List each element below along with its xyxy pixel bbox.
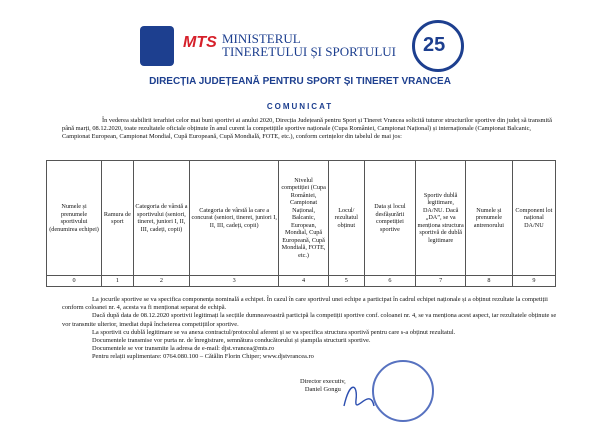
table-header-cell: Locul/ rezultatul obținut bbox=[329, 161, 365, 276]
table-cell: 8 bbox=[466, 276, 513, 287]
government-emblem-icon bbox=[140, 26, 174, 66]
table-header-cell: Numele și prenumele antrenorului bbox=[466, 161, 513, 276]
page-title: DIRECȚIA JUDEȚEANĂ PENTRU SPORT ȘI TINERET VRANCEA bbox=[149, 76, 451, 87]
table-header-cell: Categoria de vârstă la care a concurat (seniori, tineret, juniori I, II, III, cadeți, copii) bbox=[190, 161, 279, 276]
table-number-row bbox=[47, 276, 556, 287]
table-header-cell: Component lot național DA/NU bbox=[512, 161, 555, 276]
table-header-cell: Nivelul competiției (Cupa României, Campionat Național, Balcanic, European, Mondial, Cupă Europeană, Cupă Mondială, FOTE, etc.) bbox=[279, 161, 329, 276]
table-cell: 7 bbox=[416, 276, 466, 287]
table-cell: 6 bbox=[364, 276, 416, 287]
table-cell: 2 bbox=[133, 276, 190, 287]
intro-paragraph: În vederea stabilirii ierarhiei celor mai buni sportivi ai anului 2020, Direcția Județeană pentru Sport și Tineret Vrancea solicită tuturor structurilor sportive din județ să transmită până marți, 08.12.2020, toate rezultatele oficiale obținute în anul curent la competițiile sportive naționale (Cupa României, Campionat Național) și internaționale (Campionat Balcanic, Campionat European, Campionat Mondial, Cupă Europeană, Cupă Mondială, FOTE, etc.), conform cerințelor din tabelul de mai jos: bbox=[62, 117, 552, 141]
note-paragraph: Documentele se vor transmite la adresa de e-mail: djst.vrancea@mts.ro bbox=[92, 345, 275, 353]
note-paragraph: La sportivii cu dublă legitimare se va anexa contractul/protocolul aferent și se va specifica structura sportivă pentru care s-a obținut rezultatul. bbox=[92, 328, 456, 336]
table-cell: 9 bbox=[512, 276, 555, 287]
anniversary-badge-icon: 25 bbox=[412, 20, 464, 72]
note-paragraph: La jocurile sportive se va specifica componența nominală a echipei. În cazul în care sportivul unei echipe a participat în cadrul echipei naționale și a obținut rezultate la competiții conform coloanei nr. 4, acesta va fi menționat separat de echipă. bbox=[62, 296, 548, 312]
mts-logo: MTS bbox=[183, 34, 217, 51]
ministry-name: MINISTERUL TINERETULUI ȘI SPORTULUI bbox=[222, 31, 396, 59]
table-cell: 5 bbox=[329, 276, 365, 287]
table-header-cell: Numele și prenumele sportivului (denumirea echipei) bbox=[47, 161, 102, 276]
letterhead bbox=[0, 22, 600, 72]
signature-scribble-icon bbox=[340, 376, 380, 416]
note-paragraph: Dacă după data de 08.12.2020 sportivii legitimați la secțiile dumneavoastră participă la competiții sportive conf. coloanei nr. 4, se va menționa acest aspect, iar rezultatele obținute se vor transmite ulterior, imediat după încheierea competițiilor sportive. bbox=[62, 312, 557, 328]
note-paragraph: Documentele transmise vor purta nr. de înregistrare, semnătura conducătorului și ștampila structurii sportive. bbox=[92, 337, 371, 345]
note-paragraph: Pentru relații suplimentare: 0764.080.100 – Cătălin Florin Chiper; www.djstvrancea.ro bbox=[92, 353, 314, 361]
signature-block: Director executiv, Daniel Gongu bbox=[300, 378, 346, 394]
table-header-cell: Ramura de sport bbox=[102, 161, 134, 276]
table-header-cell: Categoria de vârstă a sportivului (seniori, tineret, juniori I, II, III, cadeți, copii) bbox=[133, 161, 190, 276]
official-stamp-icon bbox=[372, 360, 434, 422]
footer-notes bbox=[62, 296, 562, 362]
results-table bbox=[46, 160, 556, 287]
heading: COMUNICAT bbox=[266, 102, 334, 111]
table-cell: 0 bbox=[47, 276, 102, 287]
table-header-cell: Data și locul desfășurării competiției sportive bbox=[364, 161, 416, 276]
table-cell: 1 bbox=[102, 276, 134, 287]
table-header-cell: Sportiv dublă legitimare, DA/NU. Dacă „DA”, se va menționa structura sportivă de dublă legitimare bbox=[416, 161, 466, 276]
table-cell: 4 bbox=[279, 276, 329, 287]
table-cell: 3 bbox=[190, 276, 279, 287]
table-header-row bbox=[47, 161, 556, 276]
